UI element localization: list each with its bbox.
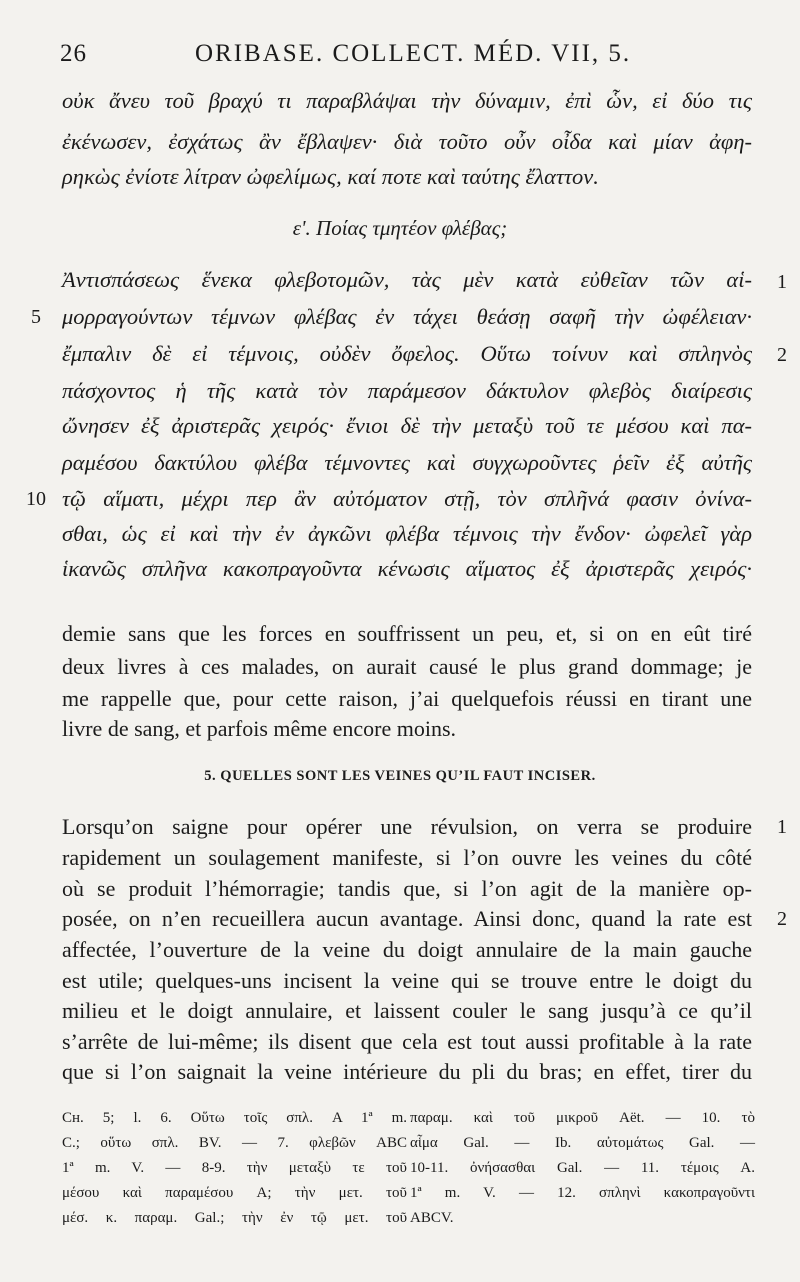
greek-line-number: 2 [777, 344, 787, 366]
french-body-line: s’arrête de lui-même; ils disent que cela est tout aussi profitable à la rate [62, 1029, 752, 1054]
footnote-line: 1ª m. V. — 12. σπληνὶ κακοπραγοῦντι [410, 1185, 755, 1201]
greek-body-line: πάσχοντος ἡ τῆς κατὰ τὸν παράμεσον δάκτυλον φλεβὸς διαίρεσις [62, 378, 752, 403]
footnote-line: παραμ. καὶ τοῦ μικροῦ Aët. — 10. τὸ [410, 1110, 755, 1126]
french-body-line: affectée, l’ouverture de la veine du doigt annulaire de la main gauche [62, 937, 752, 962]
footnote-line: αἷμα Gal. — Ib. αὐτομάτως Gal. — [410, 1135, 755, 1151]
greek-line-number: 5 [31, 306, 41, 328]
footnotes-right-column [410, 1106, 755, 1231]
french-body-line: milieu et le doigt annulaire, et laissent couler le sang jusqu’à ce qu’il [62, 998, 752, 1023]
french-body-line: rapidement un soulagement manifeste, si l’on ouvre les veines du côté [62, 845, 752, 870]
page-number: 26 [60, 40, 87, 67]
greek-intro-line: ἐκένωσεν, ἐσχάτως ἂν ἔβλαψεν· διὰ τοῦτο οὖν οἶδα καὶ μίαν ἀφη- [62, 129, 752, 154]
french-body-line: où se produit l’hémorragie; tandis que, si l’on agit de la manière op- [62, 876, 752, 901]
greek-intro-line: ρηκὼς ἐνίοτε λίτραν ὠφελίμως, καί ποτε καὶ ταύτης ἔλαττον. [62, 164, 599, 189]
page-header [0, 40, 800, 74]
footnote-line: C.; οὕτω σπλ. BV. — 7. φλεβῶν ABC [62, 1135, 407, 1151]
french-line-number: 1 [777, 816, 787, 838]
footnote-line: μέσου καὶ παραμέσου A; τὴν μετ. τοῦ [62, 1185, 407, 1201]
greek-section-heading: ε'. Ποίας τμητέον φλέβας; [292, 216, 508, 240]
greek-body-line: ὤνησεν ἐξ ἀριστερᾶς χειρός· ἔνιοι δὲ τὴν μεταξὺ τοῦ τε μέσου καὶ πα- [62, 413, 752, 438]
greek-body-line: τῷ αἵματι, μέχρι περ ἂν αὐτόματον στῇ, τὸν σπλῆνά φασιν ὀνίνα- [62, 486, 752, 511]
running-head: ORIBASE. COLLECT. MÉD. VII, 5. [195, 40, 632, 67]
greek-body-line: μορραγούντων τέμνων φλέβας ἐν τάχει θεάσῃ σαφῆ τὴν ὠφέλειαν· [62, 304, 752, 329]
greek-body-line: ραμέσου δακτύλου φλέβα τέμνοντες καὶ συγχωροῦντες ῥεῖν ἐξ αὐτῆς [62, 450, 752, 475]
greek-body-line: ἔμπαλιν δὲ εἰ τέμνοις, οὐδὲν ὄφελος. Οὕτω τοίνυν καὶ σπληνὸς [62, 341, 752, 366]
footnotes-left-column [62, 1106, 407, 1231]
french-intro-line: me rappelle que, pour cette raison, j’ai quelquefois réussi en tirant une [62, 686, 752, 711]
french-intro-line: deux livres à ces malades, on aurait causé le plus grand dommage; je [62, 654, 752, 679]
greek-body-line: ἱκανῶς σπλῆνα κακοπραγοῦντα κένωσις αἵματος ἐξ ἀριστερᾶς χειρός· [62, 556, 752, 581]
french-intro-line: demie sans que les forces en souffrissent un peu, et, si on en eût tiré [62, 621, 752, 646]
footnote-line: 10-11. ὀνήσασθαι Gal. — 11. τέμοις A. [410, 1160, 755, 1176]
french-body-line: que si l’on saignait la veine intérieure du pli du bras; en effet, tirer du [62, 1059, 752, 1084]
greek-body-line: Ἀντισπάσεως ἕνεκα φλεβοτομῶν, τὰς μὲν κατὰ εὐθεῖαν τῶν αἱ- [62, 267, 752, 292]
greek-body-line: σθαι, ὡς εἰ καὶ τὴν ἐν ἀγκῶνι φλέβα τέμνοις τὴν ἔνδον· ὠφελεῖ γὰρ [62, 521, 752, 546]
greek-line-number: 10 [26, 488, 46, 510]
french-line-number: 2 [777, 908, 787, 930]
french-intro-line: livre de sang, et parfois même encore moins. [62, 716, 457, 741]
french-section-heading: 5. QUELLES SONT LES VEINES QU’IL FAUT INCISER. [204, 768, 596, 784]
french-body-line: posée, on n’en recueillera aucun avantage. Ainsi donc, quand la rate est [62, 906, 752, 931]
greek-line-number: 1 [777, 271, 787, 293]
footnote-line: 1ª m. V. — 8-9. τὴν μεταξὺ τε τοῦ [62, 1160, 407, 1176]
french-body-line: Lorsqu’on saigne pour opérer une révulsion, on verra se produire [62, 814, 752, 839]
footnote-line: Cʜ. 5; l. 6. Οὕτω τοῖς σπλ. A 1ª m. [62, 1110, 407, 1126]
french-body-line: est utile; quelques-uns incisent la veine qui se trouve entre le doigt du [62, 968, 752, 993]
footnote-line: ABCV. [410, 1210, 454, 1226]
footnote-line: μέσ. κ. παραμ. Gal.; τὴν ἐν τῷ μετ. τοῦ [62, 1210, 407, 1226]
greek-intro-line: οὐκ ἄνευ τοῦ βραχύ τι παραβλάψαι τὴν δύναμιν, ἐπὶ ὧν, εἰ δύο τις [62, 88, 752, 113]
